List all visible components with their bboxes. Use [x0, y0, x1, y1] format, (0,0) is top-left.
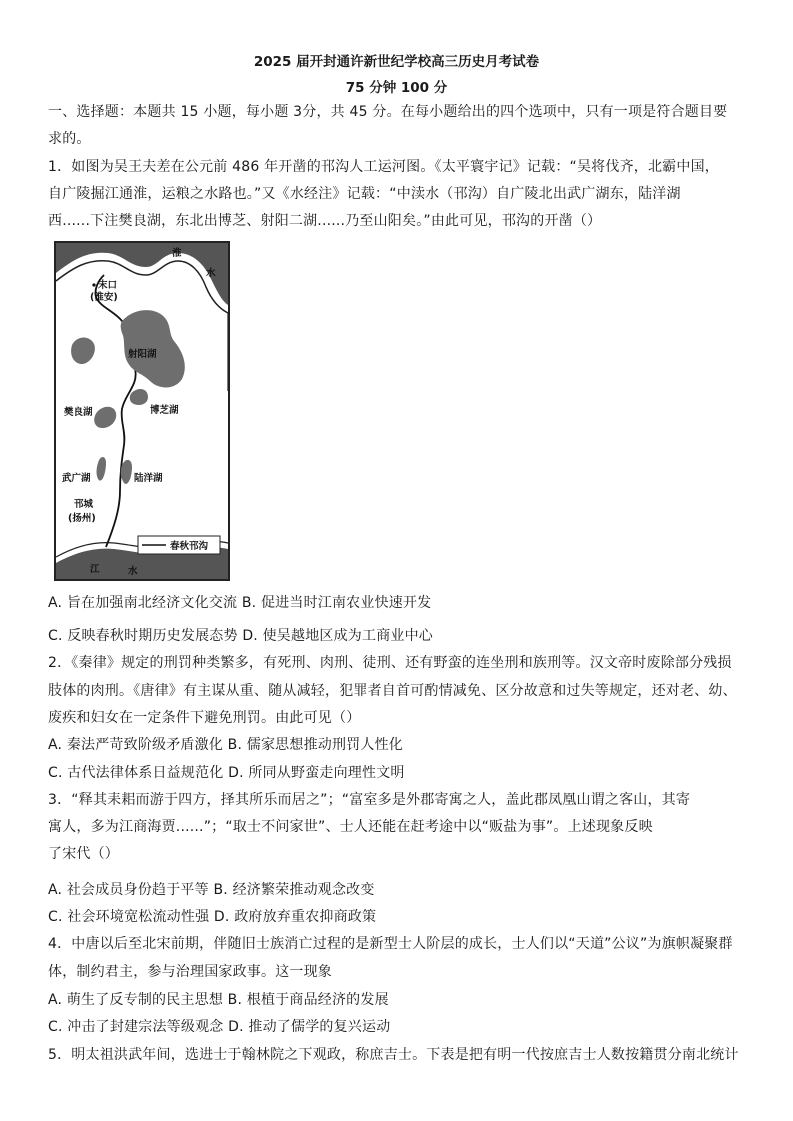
map-label-sheyang-lake: 射阳湖 — [128, 349, 157, 360]
map-label-wuguang-lake: 武广湖 — [62, 473, 91, 484]
section-instructions-line-2: 求的。 — [48, 131, 91, 147]
map-legend-label: 春秋邗沟 — [170, 541, 209, 552]
q1-stem-line-1: 1．如图为吴王夫差在公元前 486 年开凿的邗沟人工运河图。《太平寰宇记》记载：“吴将伐齐，北霸中国， — [48, 159, 719, 175]
map-label-huai: 淮 — [172, 248, 182, 259]
q3-stem-line-2: 寓人，多为江商海贾......”；“取士不问家世”、士人还能在赶考途中以“贩盐为事”。上述现象反映 — [48, 819, 653, 835]
exam-title: 2025 届开封通许新世纪学校高三历史月考试卷 — [253, 54, 540, 70]
q4-stem-line-2: 体，制约君主，参与治理国家政事。这一现象 — [48, 964, 332, 980]
q3-options-ab: A. 社会成员身份趋于平等 B. 经济繁荣推动观念改变 — [48, 882, 375, 898]
q1-options-ab: A. 旨在加强南北经济文化交流 B. 促进当时江南农业快速开发 — [48, 595, 432, 611]
q1-options-cd: C. 反映春秋时期历史发展态势 D. 使吴越地区成为工商业中心 — [48, 628, 434, 644]
q2-options-cd: C. 古代法律体系日益规范化 D. 所同从野蛮走向理性文明 — [48, 765, 405, 781]
section-instructions-line-1: 一、选择题：本题共 15 小题，每小题 3分，共 45 分。在每小题给出的四个选项中，只有一项是符合题目要 — [48, 104, 728, 120]
q2-stem-line-3: 废疾和妇女在一定条件下避免刑罚。由此可见（） — [48, 710, 361, 726]
q3-stem-line-3: 了宋代（） — [48, 846, 119, 862]
map-label-huaian: (淮安) — [90, 292, 118, 303]
map-label-luyang-lake: 陆洋湖 — [134, 473, 163, 484]
map-label-hancheng: 邗城 — [74, 499, 94, 510]
map-label-mokou: 末口 — [98, 280, 118, 291]
map-label-jiang: 江 — [90, 564, 100, 575]
map-label-yangzhou: (扬州) — [68, 513, 96, 524]
q5-stem-line-1: 5．明太祖洪武年间，选进士于翰林院之下观政，称庶吉士。下表是把有明一代按庶吉士人数按籍贯分南北统计 — [48, 1047, 739, 1063]
q1-stem-line-3: 西......下注樊良湖，东北出博芝、射阳二湖......乃至山阳矣。”由此可见，邗沟的开凿（） — [48, 213, 602, 229]
hangou-canal-map — [54, 241, 230, 581]
q3-stem-line-1: 3．“释其耒耜而游于四方，择其所乐而居之”；“富室多是外郡寄寓之人，盖此郡凤凰山谓之客山，其寄 — [48, 792, 691, 808]
exam-subtitle: 75 分钟 100 分 — [345, 80, 448, 96]
q4-options-ab: A. 萌生了反专制的民主思想 B. 根植于商品经济的发展 — [48, 992, 389, 1008]
map-label-bozhi-lake: 博芝湖 — [150, 405, 179, 416]
q3-options-cd: C. 社会环境宽松流动性强 D. 政府放弃重农抑商政策 — [48, 909, 377, 925]
map-label-huai-shui: 水 — [206, 268, 216, 279]
q1-stem-line-2: 自广陵掘江通淮，运粮之水路也。”又《水经注》记载：“中渎水（邗沟）自广陵北出武广湖东，陆洋湖 — [48, 186, 681, 202]
q2-stem-line-1: 2．《秦律》规定的刑罚种类繁多，有死刑、肉刑、徒刑、还有野蛮的连坐刑和族刑等。汉文帝时废除部分残损 — [48, 655, 732, 671]
q2-stem-line-2: 肢体的肉刑。《唐律》有主谋从重、随从减轻，犯罪者自首可酌情减免、区分故意和过失等规定，还对老、幼、 — [48, 683, 737, 699]
q2-options-ab: A. 秦法严苛致阶级矛盾激化 B. 儒家思想推动刑罚人性化 — [48, 737, 403, 753]
map-label-jiang-shui: 水 — [128, 566, 138, 577]
q4-stem-line-1: 4．中唐以后至北宋前期，伴随旧士族消亡过程的是新型士人阶层的成长，士人们以“天道”公议”为旗帜凝聚群 — [48, 936, 733, 952]
map-label-fanliang-lake: 樊良湖 — [64, 407, 93, 418]
q4-options-cd: C. 冲击了封建宗法等级观念 D. 推动了儒学的复兴运动 — [48, 1019, 391, 1035]
